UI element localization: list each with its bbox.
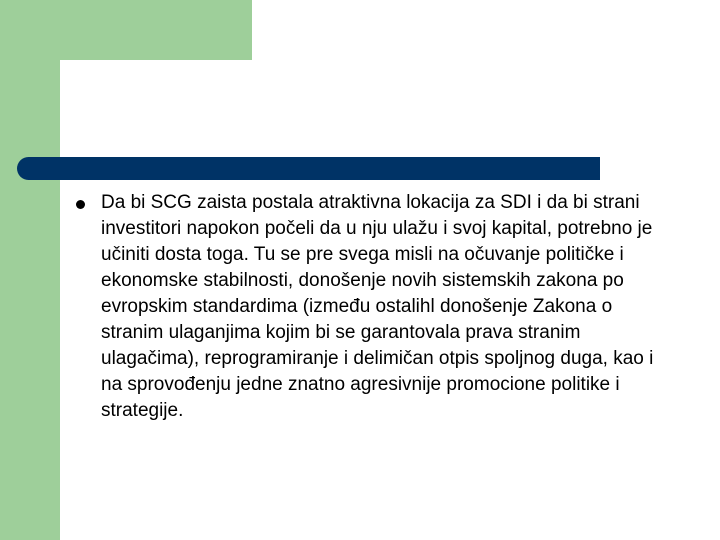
title-bar bbox=[17, 157, 600, 180]
content-corner bbox=[60, 60, 120, 120]
bullet-icon bbox=[76, 200, 85, 209]
green-top-band bbox=[0, 0, 252, 60]
bullet-item bbox=[73, 190, 673, 424]
bullet-text: Da bi SCG zaista postala atraktivna lokacija za SDI i da bi strani investitori napokon počeli da u nju ulažu i svoj kapital, potrebno je učiniti dosta toga. Tu se pre svega misli na očuvanje političke i ekonomske stabilnosti, donošenje novih sistemskih zakona po evropskim standardima (između ostalihl donošenje Zakona o stranim ulaganjima kojim bi se garantovala prava stranim ulagačima), reprogramiranje i delimičan otpis spoljnog duga, kao i na sprovođenju jedne znatno agresivnije promocione politike i strategije. bbox=[101, 192, 654, 421]
slide-content bbox=[73, 190, 673, 424]
green-left-band bbox=[0, 0, 60, 540]
